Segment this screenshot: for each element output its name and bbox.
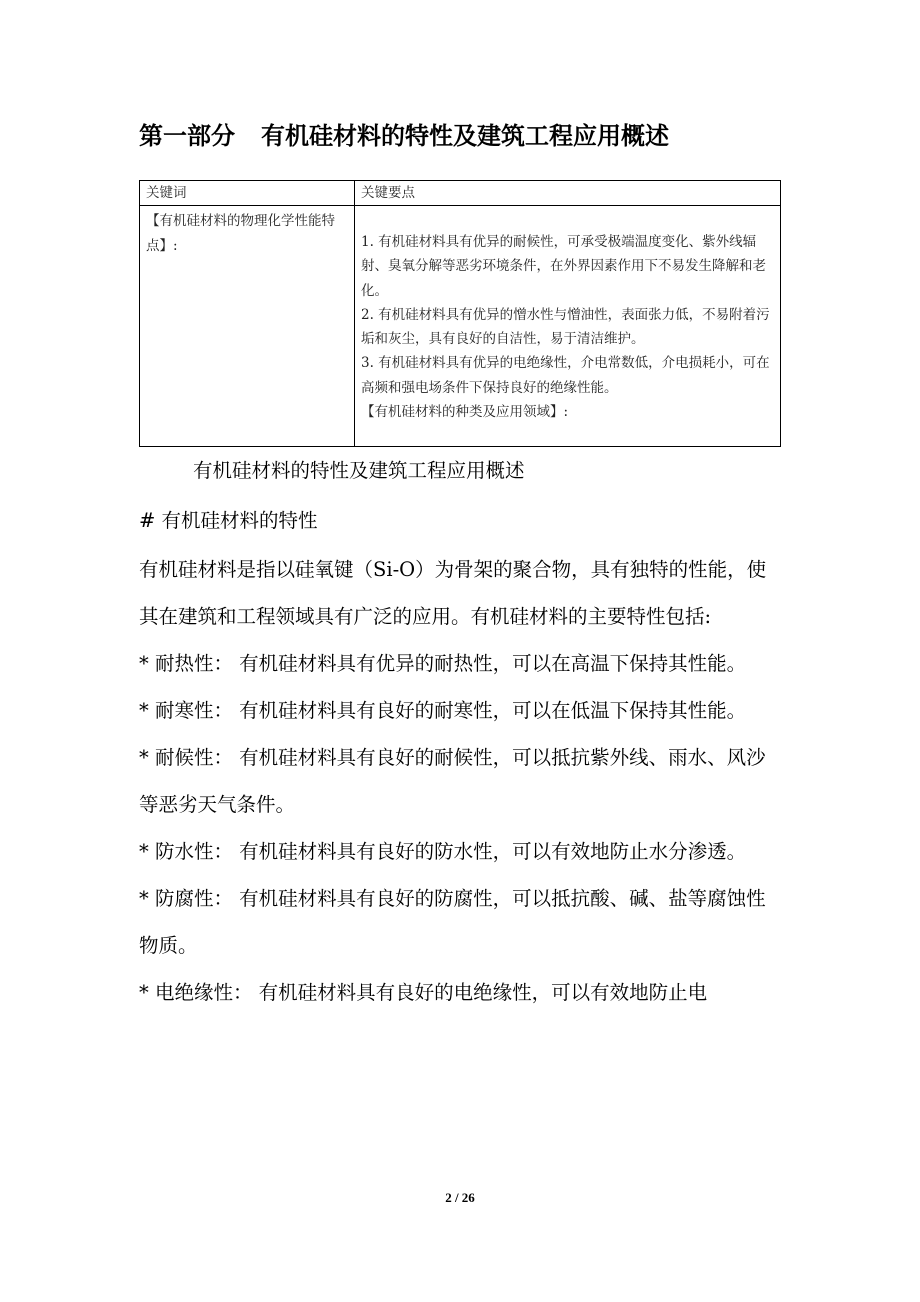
table-row (140, 206, 781, 447)
key-point: 【有机硅材料的种类及应用领域】: (361, 404, 569, 421)
intro-paragraph: 有机硅材料是指以硅氧键（Si-O）为骨架的聚合物，具有独特的性能，使其在建筑和工程领域具有广泛的应用。有机硅材料的主要特性包括: (139, 558, 767, 628)
header-key-points: 关键要点 (355, 181, 781, 206)
key-points-cell (355, 206, 781, 447)
header-keyword: 关键词 (140, 181, 355, 206)
list-item: * 防水性： 有机硅材料具有良好的防水性，可以有效地防止水分渗透。 (139, 840, 747, 863)
article-body (139, 506, 784, 1016)
table-header-row (140, 181, 781, 206)
part-title: 有机硅材料的特性及建筑工程应用概述 (261, 122, 669, 150)
section-heading: # 有机硅材料的特性 (139, 509, 318, 532)
key-point: 3. 有机硅材料具有优异的电绝缘性，介电常数低，介电损耗小，可在高频和强电场条件下保持良好的绝缘性能。 (361, 355, 770, 396)
list-item: * 耐寒性： 有机硅材料具有良好的耐寒性，可以在低温下保持其性能。 (139, 699, 747, 722)
list-item: * 电绝缘性： 有机硅材料具有良好的电绝缘性，可以有效地防止电 (139, 981, 708, 1004)
key-point: 1. 有机硅材料具有优异的耐候性，可承受极端温度变化、紫外线辐射、臭氧分解等恶劣环境条件，在外界因素作用下不易发生降解和老化。 (361, 234, 766, 299)
keyword-table (139, 180, 781, 447)
part-heading (139, 118, 669, 154)
key-point: 2. 有机硅材料具有优异的憎水性与憎油性，表面张力低，不易附着污垢和灰尘，具有良好的自洁性，易于清洁维护。 (361, 306, 770, 348)
article-subtitle: 有机硅材料的特性及建筑工程应用概述 (193, 459, 525, 482)
page-number: 2 / 26 (445, 1190, 475, 1205)
keyword-text: 【有机硅材料的物理化学性能特点】: (146, 213, 335, 254)
list-item: * 耐热性： 有机硅材料具有优异的耐热性，可以在高温下保持其性能。 (139, 652, 747, 675)
part-label: 第一部分 (139, 122, 235, 150)
list-item: * 耐候性： 有机硅材料具有良好的耐候性，可以抵抗紫外线、雨水、风沙等恶劣天气条件。 (139, 746, 766, 816)
list-item: * 防腐性： 有机硅材料具有良好的防腐性，可以抵抗酸、碱、盐等腐蚀性物质。 (139, 887, 766, 957)
keyword-cell (140, 206, 355, 447)
